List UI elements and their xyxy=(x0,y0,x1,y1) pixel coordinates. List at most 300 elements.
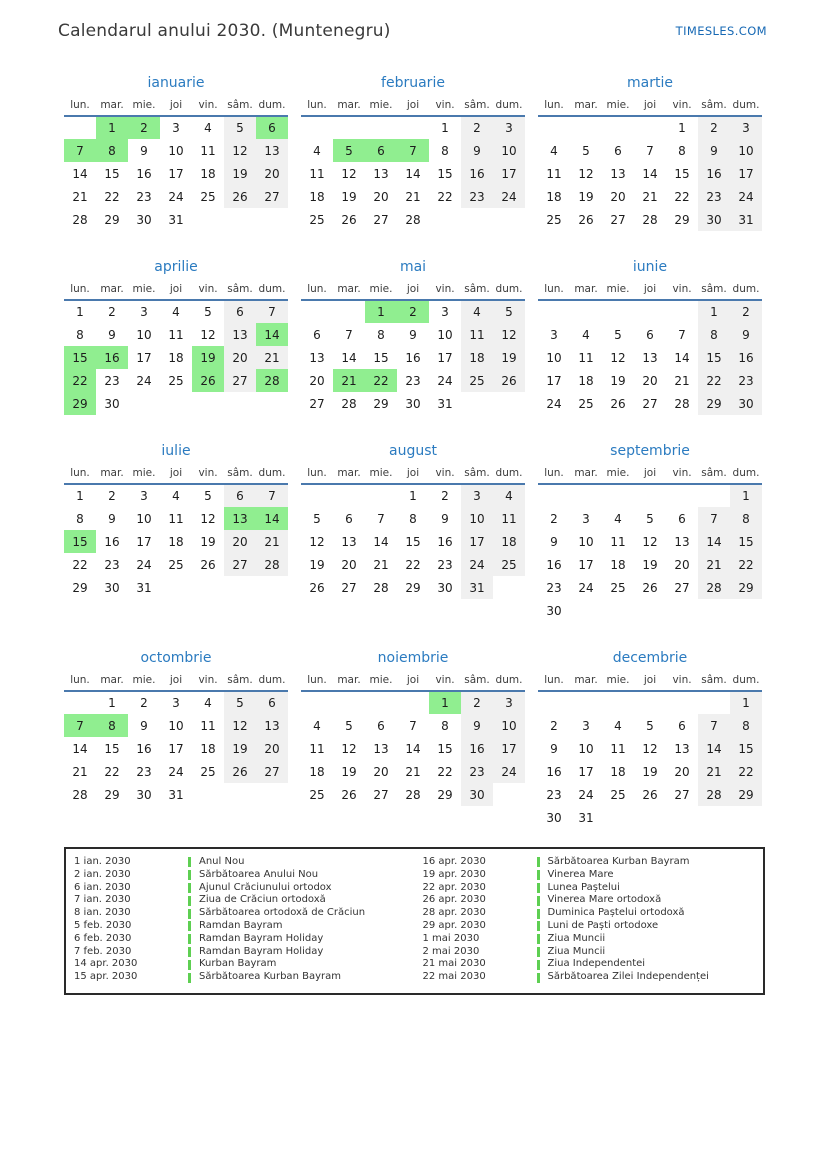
weekday-label: mie. xyxy=(602,674,634,691)
legend-holiday-name: Sărbătoarea Anului Nou xyxy=(199,868,319,880)
week-row xyxy=(538,300,762,323)
day-cell-empty xyxy=(333,484,365,507)
day-cell: 25 xyxy=(200,764,216,779)
day-cell: 13 xyxy=(224,323,256,346)
day-cell: 3 xyxy=(441,305,449,319)
day-cell-empty xyxy=(224,576,256,599)
week-row xyxy=(538,346,762,369)
day-cell: 18 xyxy=(610,764,626,779)
day-cell: 7 xyxy=(256,300,288,323)
day-cell-empty xyxy=(602,599,634,622)
legend-date: 6 feb. 2030 xyxy=(74,932,132,944)
weekday-label: sâm. xyxy=(461,283,493,300)
weekday-header-row xyxy=(64,99,288,116)
day-cell: 17 xyxy=(136,350,152,365)
month-title: mai xyxy=(399,259,427,275)
day-cell: 1 xyxy=(409,489,417,503)
week-row xyxy=(301,185,525,208)
day-cell: 9 xyxy=(461,139,493,162)
weekday-label: dum. xyxy=(256,467,288,484)
day-cell: 26 xyxy=(610,396,626,411)
day-cell: 31 xyxy=(578,810,594,825)
holiday-legend xyxy=(64,847,765,995)
weekday-label: lun. xyxy=(64,283,96,300)
day-cell: 15 xyxy=(730,530,762,553)
weekday-label: sâm. xyxy=(698,99,730,116)
day-cell: 23 xyxy=(104,373,120,388)
legend-holiday-name: Ziua Independentei xyxy=(547,958,646,970)
day-cell: 29 xyxy=(674,212,690,227)
weekday-label: mar. xyxy=(96,674,128,691)
week-row xyxy=(538,369,762,392)
weekday-label: joi xyxy=(160,99,192,116)
legend-tick-icon xyxy=(537,921,540,931)
legend-date: 16 apr. 2030 xyxy=(422,856,486,867)
week-row xyxy=(64,346,288,369)
weekday-label: joi xyxy=(160,674,192,691)
legend-tick-icon xyxy=(188,947,191,957)
day-cell: 9 xyxy=(698,139,730,162)
day-cell: 2 xyxy=(698,116,730,139)
day-cell: 7 xyxy=(646,143,654,158)
day-cell: 20 xyxy=(256,162,288,185)
legend-column-1 xyxy=(66,856,415,984)
day-cell-empty xyxy=(666,484,698,507)
day-cell: 8 xyxy=(96,139,128,162)
day-cell: 30 xyxy=(437,580,453,595)
legend-holiday-name: Ajunul Crăciunului ortodox xyxy=(199,881,332,893)
legend-date: 2 mai 2030 xyxy=(422,945,480,957)
weekday-label: joi xyxy=(634,467,666,484)
day-cell: 1 xyxy=(730,691,762,714)
day-cell: 12 xyxy=(309,534,325,549)
page-header xyxy=(0,0,827,41)
legend-item xyxy=(66,894,415,907)
day-cell: 11 xyxy=(493,507,525,530)
day-cell: 3 xyxy=(140,305,148,319)
month-block-aprilie xyxy=(64,257,288,415)
month-calendar xyxy=(64,674,288,806)
day-cell-empty xyxy=(256,392,288,415)
legend-holiday-name: Luni de Paști ortodoxe xyxy=(547,919,659,931)
month-block-octombrie xyxy=(64,648,288,829)
day-cell: 2 xyxy=(550,718,558,733)
day-cell: 29 xyxy=(104,212,120,227)
legend-date: 19 apr. 2030 xyxy=(422,868,486,880)
legend-item xyxy=(415,946,764,959)
day-cell: 3 xyxy=(493,691,525,714)
weekday-label: vin. xyxy=(666,283,698,300)
day-cell: 25 xyxy=(546,212,562,227)
week-row xyxy=(64,553,288,576)
day-cell: 15 xyxy=(437,741,453,756)
month-block-mai xyxy=(301,257,525,415)
week-row xyxy=(64,392,288,415)
day-cell: 14 xyxy=(72,166,88,181)
day-cell: 6 xyxy=(678,511,686,526)
day-cell: 5 xyxy=(493,300,525,323)
weekday-label: mar. xyxy=(333,674,365,691)
day-cell: 12 xyxy=(341,741,357,756)
legend-date: 8 ian. 2030 xyxy=(74,907,131,919)
weekday-label: lun. xyxy=(301,674,333,691)
week-row xyxy=(64,162,288,185)
legend-item xyxy=(66,920,415,933)
day-cell: 30 xyxy=(698,208,730,231)
day-cell-empty xyxy=(698,691,730,714)
week-row xyxy=(538,323,762,346)
day-cell: 24 xyxy=(493,185,525,208)
weekday-label: vin. xyxy=(192,674,224,691)
day-cell: 8 xyxy=(377,327,385,342)
day-cell: 28 xyxy=(698,783,730,806)
legend-tick-icon xyxy=(188,870,191,880)
day-cell: 20 xyxy=(373,189,389,204)
weekday-label: vin. xyxy=(192,467,224,484)
site-link[interactable]: TIMESLES.COM xyxy=(675,24,767,38)
week-row xyxy=(64,576,288,599)
day-cell: 12 xyxy=(642,534,658,549)
week-row xyxy=(64,530,288,553)
week-row xyxy=(301,162,525,185)
day-cell: 11 xyxy=(610,741,626,756)
week-row xyxy=(538,185,762,208)
legend-date: 22 mai 2030 xyxy=(422,971,486,983)
day-cell: 27 xyxy=(256,185,288,208)
day-cell-empty xyxy=(192,208,224,231)
day-cell: 19 xyxy=(578,189,594,204)
day-cell: 14 xyxy=(698,737,730,760)
month-block-iulie xyxy=(64,441,288,622)
months-grid xyxy=(64,73,827,829)
day-cell: 27 xyxy=(224,369,256,392)
day-cell-empty xyxy=(634,116,666,139)
day-cell: 21 xyxy=(405,189,421,204)
weekday-label: mar. xyxy=(96,99,128,116)
day-cell: 23 xyxy=(730,369,762,392)
day-cell: 10 xyxy=(437,327,453,342)
day-cell: 16 xyxy=(96,346,128,369)
day-cell: 24 xyxy=(578,787,594,802)
weekday-label: vin. xyxy=(666,99,698,116)
weekday-label: sâm. xyxy=(224,674,256,691)
day-cell-empty xyxy=(666,599,698,622)
day-cell: 26 xyxy=(224,760,256,783)
legend-column-2 xyxy=(415,856,764,984)
week-row xyxy=(301,576,525,599)
week-row xyxy=(301,323,525,346)
day-cell: 9 xyxy=(409,327,417,342)
weekday-label: mie. xyxy=(365,99,397,116)
day-cell: 17 xyxy=(578,764,594,779)
legend-tick-icon xyxy=(188,896,191,906)
day-cell: 6 xyxy=(256,116,288,139)
day-cell: 11 xyxy=(200,718,216,733)
day-cell-empty xyxy=(192,392,224,415)
day-cell-empty xyxy=(429,208,461,231)
day-cell: 29 xyxy=(64,392,96,415)
month-title: aprilie xyxy=(154,259,198,275)
day-cell: 3 xyxy=(582,718,590,733)
day-cell: 4 xyxy=(582,327,590,342)
day-cell: 4 xyxy=(172,489,180,503)
day-cell: 22 xyxy=(64,369,96,392)
day-cell: 31 xyxy=(461,576,493,599)
day-cell: 17 xyxy=(461,530,493,553)
day-cell-empty xyxy=(570,116,602,139)
day-cell: 22 xyxy=(405,557,421,572)
day-cell: 11 xyxy=(309,166,325,181)
weekday-header-row xyxy=(301,467,525,484)
weekday-label: dum. xyxy=(493,467,525,484)
day-cell: 24 xyxy=(168,189,184,204)
weekday-label: joi xyxy=(634,99,666,116)
legend-tick-icon xyxy=(537,857,540,867)
day-cell: 18 xyxy=(461,346,493,369)
day-cell: 3 xyxy=(730,116,762,139)
day-cell: 22 xyxy=(437,764,453,779)
day-cell-empty xyxy=(730,599,762,622)
weekday-header-row xyxy=(301,674,525,691)
day-cell: 18 xyxy=(546,189,562,204)
month-title: octombrie xyxy=(140,650,212,666)
day-cell-empty xyxy=(256,208,288,231)
legend-tick-icon xyxy=(188,883,191,893)
day-cell: 24 xyxy=(168,764,184,779)
day-cell: 22 xyxy=(730,760,762,783)
weekday-label: lun. xyxy=(538,99,570,116)
weekday-label: dum. xyxy=(730,674,762,691)
month-title: august xyxy=(389,443,437,459)
day-cell: 21 xyxy=(674,373,690,388)
legend-tick-icon xyxy=(188,973,191,983)
day-cell: 22 xyxy=(437,189,453,204)
day-cell: 18 xyxy=(168,534,184,549)
month-calendar xyxy=(301,283,525,415)
day-cell: 27 xyxy=(674,787,690,802)
legend-item xyxy=(66,971,415,984)
day-cell: 18 xyxy=(309,764,325,779)
legend-holiday-name: Ziua Muncii xyxy=(547,945,606,957)
day-cell-empty xyxy=(365,691,397,714)
day-cell: 13 xyxy=(341,534,357,549)
day-cell: 6 xyxy=(365,139,397,162)
week-row xyxy=(301,300,525,323)
day-cell-empty xyxy=(192,783,224,806)
weekday-label: vin. xyxy=(429,283,461,300)
day-cell: 15 xyxy=(437,166,453,181)
day-cell: 27 xyxy=(341,580,357,595)
day-cell: 28 xyxy=(72,212,88,227)
month-calendar xyxy=(538,283,762,415)
legend-item xyxy=(415,958,764,971)
day-cell: 19 xyxy=(224,737,256,760)
day-cell: 23 xyxy=(104,557,120,572)
day-cell-empty xyxy=(666,300,698,323)
day-cell: 21 xyxy=(333,369,365,392)
day-cell: 29 xyxy=(72,580,88,595)
day-cell: 8 xyxy=(441,718,449,733)
legend-date: 26 apr. 2030 xyxy=(422,894,486,906)
day-cell: 6 xyxy=(377,718,385,733)
week-row xyxy=(64,507,288,530)
day-cell: 10 xyxy=(168,718,184,733)
month-title: ianuarie xyxy=(147,75,205,91)
page-title: Calendarul anului 2030. (Muntenegru) xyxy=(58,21,391,41)
day-cell: 11 xyxy=(546,166,562,181)
day-cell: 1 xyxy=(96,116,128,139)
legend-tick-icon xyxy=(537,909,540,919)
weekday-label: dum. xyxy=(730,99,762,116)
day-cell: 10 xyxy=(493,139,525,162)
day-cell: 6 xyxy=(345,511,353,526)
day-cell: 31 xyxy=(168,787,184,802)
week-row xyxy=(301,691,525,714)
day-cell: 11 xyxy=(461,323,493,346)
day-cell: 5 xyxy=(204,305,212,319)
day-cell: 9 xyxy=(108,327,116,342)
week-row xyxy=(538,599,762,622)
day-cell: 12 xyxy=(200,511,216,526)
weekday-label: mie. xyxy=(602,283,634,300)
day-cell: 25 xyxy=(309,212,325,227)
week-row xyxy=(301,553,525,576)
weekday-label: mar. xyxy=(96,467,128,484)
week-row xyxy=(538,576,762,599)
day-cell: 16 xyxy=(546,557,562,572)
legend-holiday-name: Ramdan Bayram Holiday xyxy=(199,945,324,957)
day-cell: 19 xyxy=(192,346,224,369)
legend-date: 1 ian. 2030 xyxy=(74,856,131,867)
day-cell: 30 xyxy=(104,396,120,411)
day-cell: 15 xyxy=(104,166,120,181)
day-cell: 15 xyxy=(64,530,96,553)
day-cell-empty xyxy=(461,392,493,415)
day-cell: 15 xyxy=(405,534,421,549)
day-cell: 29 xyxy=(373,396,389,411)
legend-date: 5 feb. 2030 xyxy=(74,919,132,931)
day-cell: 4 xyxy=(204,696,212,710)
day-cell-empty xyxy=(301,116,333,139)
legend-date: 1 mai 2030 xyxy=(422,932,480,944)
legend-item xyxy=(415,971,764,984)
day-cell-empty xyxy=(224,208,256,231)
day-cell: 8 xyxy=(730,714,762,737)
day-cell: 4 xyxy=(493,484,525,507)
week-row xyxy=(538,783,762,806)
day-cell: 15 xyxy=(373,350,389,365)
legend-item xyxy=(66,856,415,869)
day-cell-empty xyxy=(128,392,160,415)
day-cell: 25 xyxy=(461,369,493,392)
day-cell-empty xyxy=(192,576,224,599)
legend-item xyxy=(66,946,415,959)
legend-date: 14 apr. 2030 xyxy=(74,958,138,970)
day-cell: 9 xyxy=(461,714,493,737)
day-cell: 17 xyxy=(493,737,525,760)
day-cell-empty xyxy=(570,300,602,323)
day-cell: 28 xyxy=(698,576,730,599)
week-row xyxy=(538,553,762,576)
week-row xyxy=(64,185,288,208)
day-cell-empty xyxy=(301,691,333,714)
day-cell: 7 xyxy=(698,507,730,530)
day-cell: 28 xyxy=(373,580,389,595)
day-cell: 2 xyxy=(397,300,429,323)
day-cell: 8 xyxy=(409,511,417,526)
legend-item xyxy=(415,920,764,933)
day-cell: 1 xyxy=(678,121,686,135)
weekday-label: mie. xyxy=(128,283,160,300)
day-cell: 18 xyxy=(578,373,594,388)
weekday-label: vin. xyxy=(429,674,461,691)
day-cell: 22 xyxy=(104,764,120,779)
day-cell: 27 xyxy=(674,580,690,595)
day-cell: 9 xyxy=(730,323,762,346)
day-cell-empty xyxy=(224,783,256,806)
week-row xyxy=(538,139,762,162)
week-row xyxy=(538,484,762,507)
legend-date: 6 ian. 2030 xyxy=(74,881,131,893)
day-cell: 26 xyxy=(642,580,658,595)
day-cell: 5 xyxy=(224,116,256,139)
day-cell: 16 xyxy=(437,534,453,549)
legend-holiday-name: Duminica Paștelui ortodoxă xyxy=(547,907,685,919)
legend-tick-icon xyxy=(537,870,540,880)
week-row xyxy=(64,116,288,139)
week-row xyxy=(301,507,525,530)
day-cell: 17 xyxy=(168,741,184,756)
day-cell: 6 xyxy=(614,143,622,158)
day-cell: 13 xyxy=(224,507,256,530)
day-cell: 22 xyxy=(72,557,88,572)
weekday-label: lun. xyxy=(301,99,333,116)
day-cell: 10 xyxy=(461,507,493,530)
day-cell: 3 xyxy=(172,696,180,710)
weekday-label: sâm. xyxy=(461,99,493,116)
weekday-header-row xyxy=(64,283,288,300)
legend-date: 22 apr. 2030 xyxy=(422,881,486,893)
day-cell: 29 xyxy=(730,576,762,599)
legend-item xyxy=(415,856,764,869)
day-cell-empty xyxy=(301,300,333,323)
month-block-februarie xyxy=(301,73,525,231)
weekday-label: sâm. xyxy=(461,467,493,484)
day-cell: 1 xyxy=(441,121,449,135)
day-cell: 9 xyxy=(550,741,558,756)
day-cell: 6 xyxy=(256,691,288,714)
day-cell: 4 xyxy=(204,121,212,135)
day-cell: 8 xyxy=(730,507,762,530)
day-cell: 20 xyxy=(341,557,357,572)
day-cell-empty xyxy=(602,116,634,139)
day-cell: 2 xyxy=(128,116,160,139)
day-cell: 23 xyxy=(437,557,453,572)
weekday-label: vin. xyxy=(429,467,461,484)
week-row xyxy=(64,300,288,323)
day-cell: 10 xyxy=(546,350,562,365)
weekday-label: lun. xyxy=(301,283,333,300)
day-cell: 6 xyxy=(646,327,654,342)
day-cell-empty xyxy=(698,806,730,829)
day-cell: 11 xyxy=(578,350,594,365)
day-cell: 10 xyxy=(730,139,762,162)
day-cell: 4 xyxy=(313,718,321,733)
month-title: martie xyxy=(627,75,673,91)
weekday-label: dum. xyxy=(730,467,762,484)
weekday-label: dum. xyxy=(256,674,288,691)
day-cell: 7 xyxy=(678,327,686,342)
